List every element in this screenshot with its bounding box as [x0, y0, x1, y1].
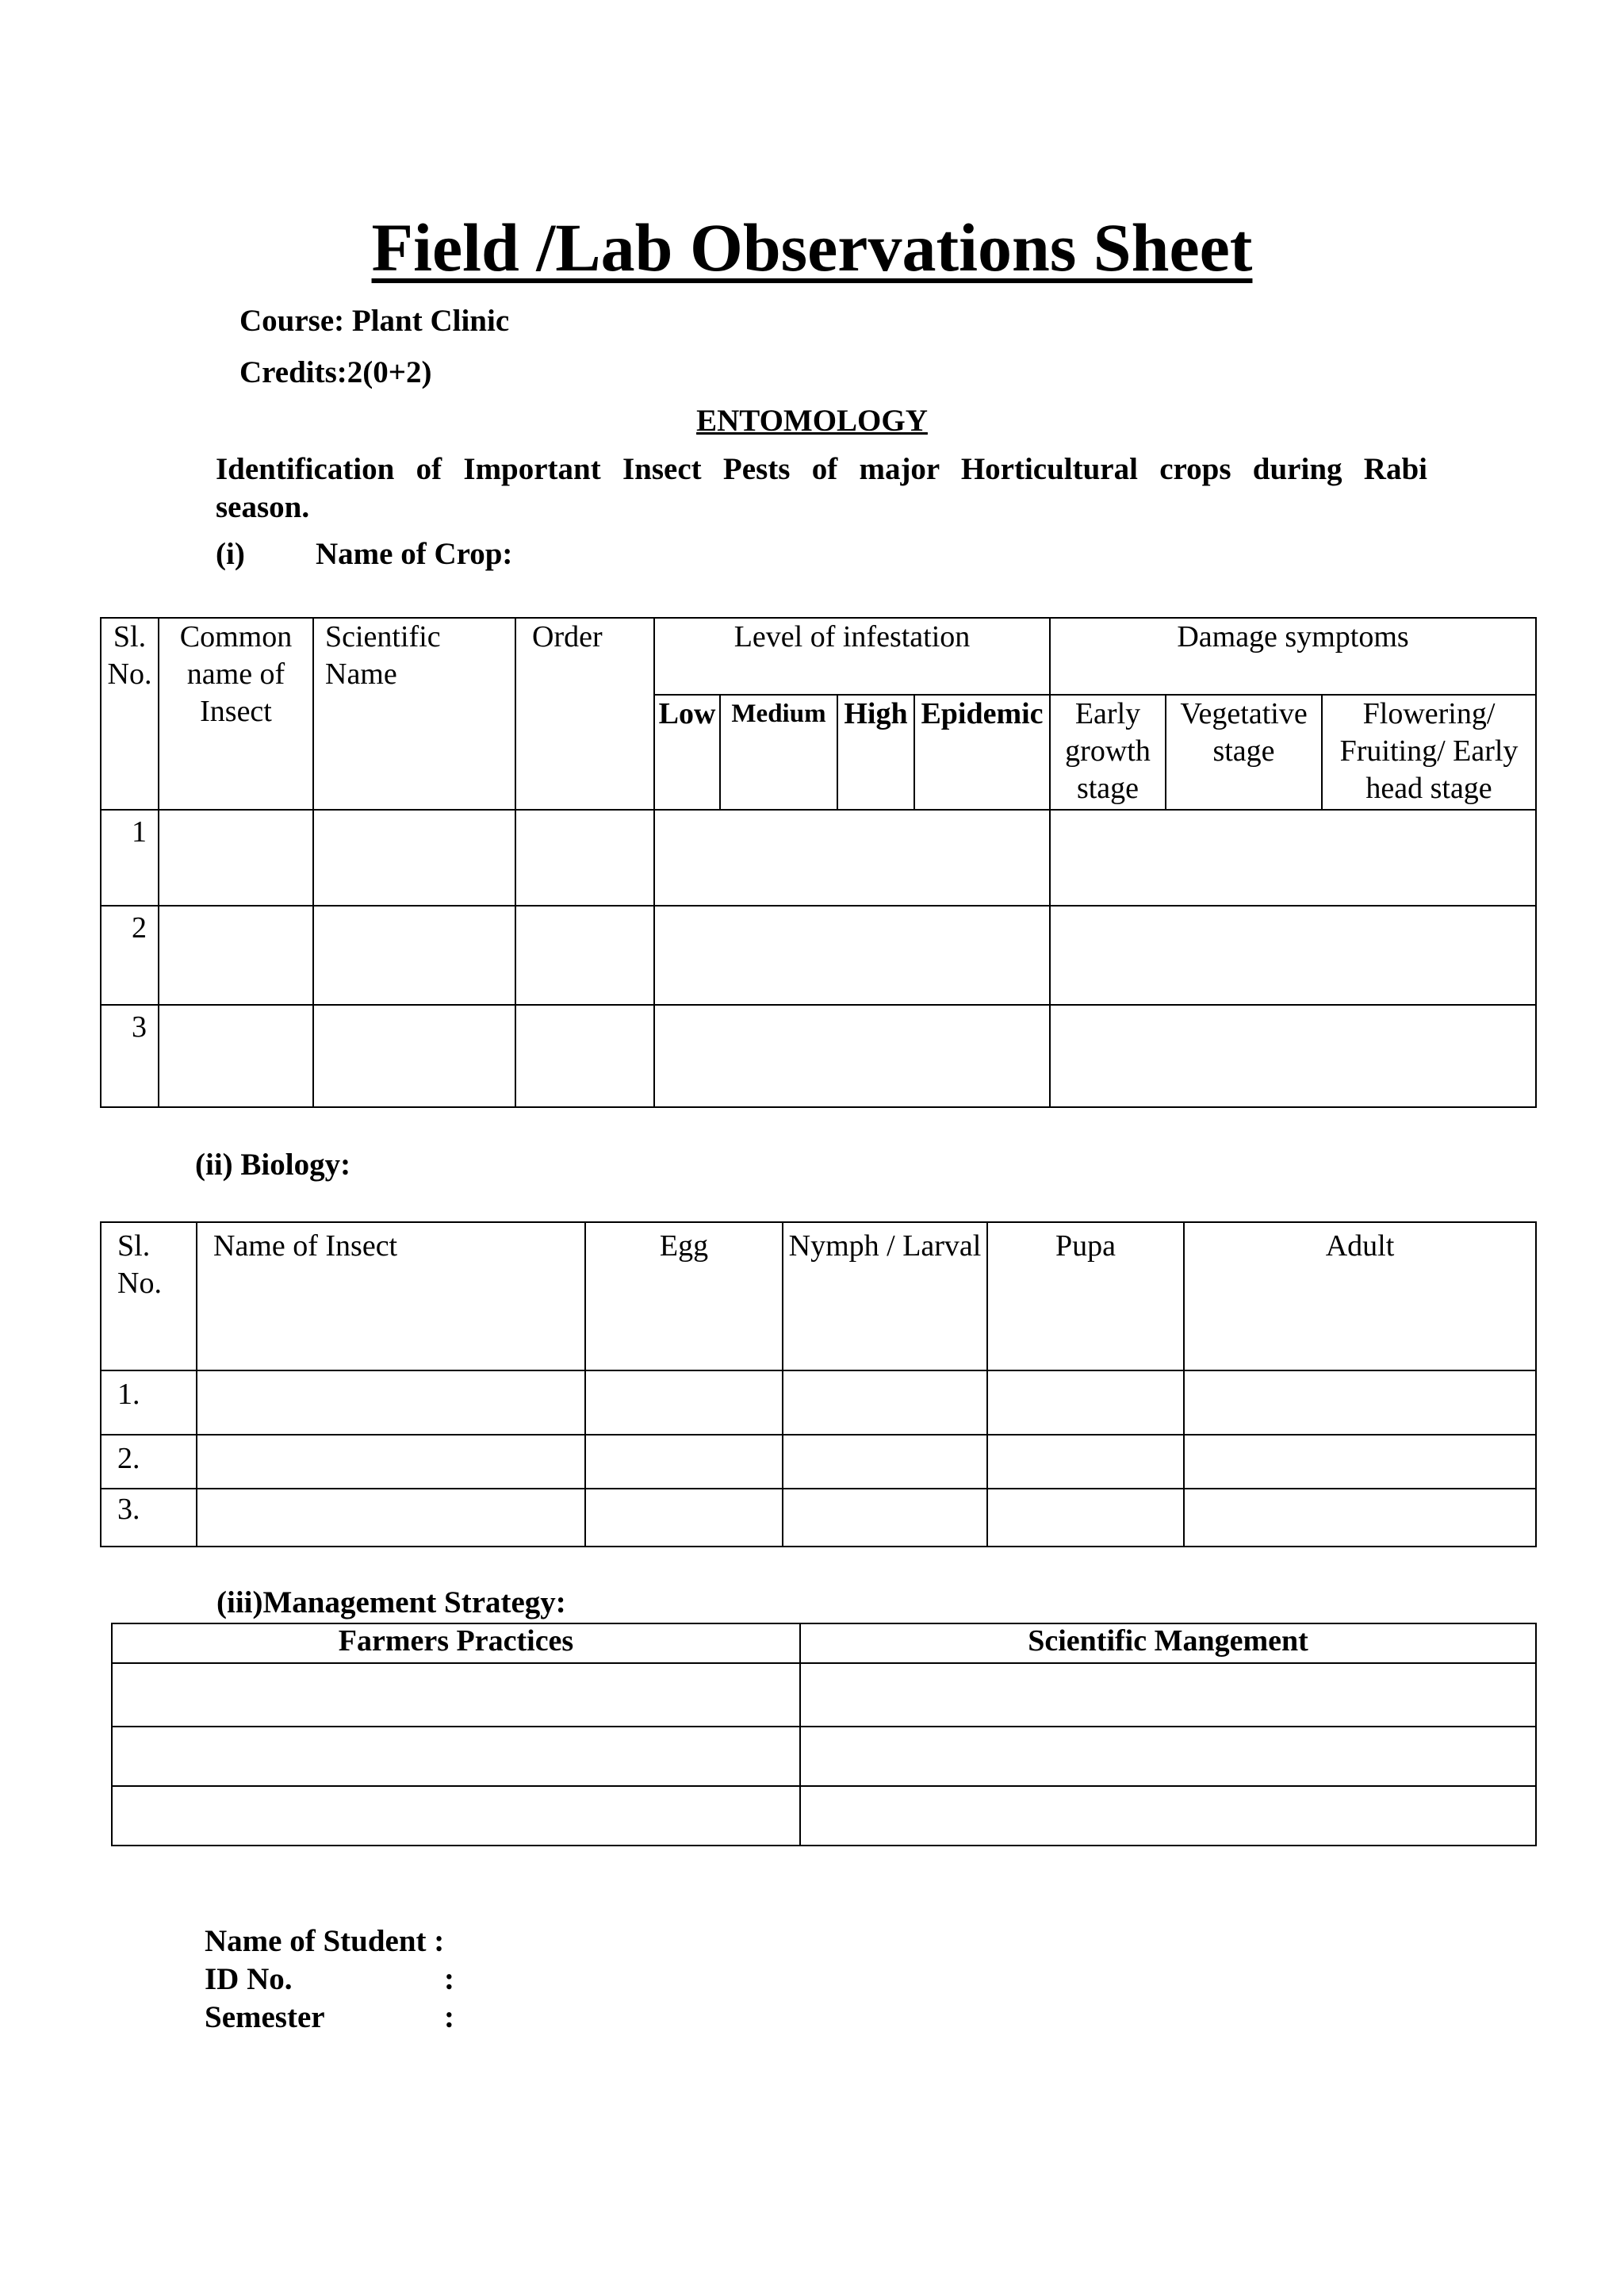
- header-common-name: Common name of Insect: [159, 618, 313, 810]
- infestation-cell[interactable]: [654, 1005, 1050, 1107]
- semester-colon: :: [444, 2000, 454, 2034]
- header-medium: Medium: [720, 695, 837, 810]
- farmers-practice-cell[interactable]: [112, 1727, 800, 1786]
- row-number: 2.: [101, 1435, 197, 1489]
- header-low: Low: [654, 695, 720, 810]
- table-row: [101, 1370, 1536, 1435]
- nymph-cell[interactable]: [783, 1435, 987, 1489]
- infestation-cell[interactable]: [654, 810, 1050, 906]
- nymph-cell[interactable]: [783, 1489, 987, 1547]
- common-name-cell[interactable]: [159, 1005, 313, 1107]
- farmers-practice-cell[interactable]: [112, 1786, 800, 1846]
- row-number: 1.: [101, 1370, 197, 1435]
- header-flowering-stage: Flowering/ Fruiting/ Early head stage: [1322, 695, 1536, 810]
- scientific-name-cell[interactable]: [313, 810, 515, 906]
- farmers-practice-cell[interactable]: [112, 1663, 800, 1727]
- damage-cell[interactable]: [1050, 1005, 1536, 1107]
- crop-label: Name of Crop:: [316, 537, 513, 571]
- header-order: Order: [515, 618, 654, 810]
- header-early-growth-stage: Early growth stage: [1050, 695, 1166, 810]
- scientific-management-cell[interactable]: [800, 1727, 1536, 1786]
- adult-cell[interactable]: [1184, 1435, 1536, 1489]
- order-cell[interactable]: [515, 1005, 654, 1107]
- header-nymph-larval: Nymph / Larval: [783, 1222, 987, 1370]
- semester-label: Semester: [205, 2000, 325, 2034]
- header-vegetative-stage: Vegetative stage: [1166, 695, 1322, 810]
- header-adult: Adult: [1184, 1222, 1536, 1370]
- infestation-cell[interactable]: [654, 906, 1050, 1005]
- header-damage-symptoms: Damage symptoms: [1050, 618, 1536, 695]
- scientific-name-cell[interactable]: [313, 906, 515, 1005]
- adult-cell[interactable]: [1184, 1370, 1536, 1435]
- topic-line-1: Identification of Important Insect Pests of major Horticultural crops during Rabi: [216, 452, 1427, 486]
- table-row: [112, 1786, 1536, 1846]
- damage-cell[interactable]: [1050, 810, 1536, 906]
- crop-label-number: (i): [216, 537, 245, 571]
- pupa-cell[interactable]: [987, 1435, 1184, 1489]
- scientific-name-cell[interactable]: [313, 1005, 515, 1107]
- header-epidemic: Epidemic: [914, 695, 1050, 810]
- course-label: Course: Plant Clinic: [239, 304, 510, 338]
- student-name-label: Name of Student :: [205, 1924, 445, 1958]
- biology-table: [100, 1221, 1537, 1547]
- table-row: [101, 1489, 1536, 1547]
- header-sl-no: Sl. No.: [101, 1222, 197, 1370]
- adult-cell[interactable]: [1184, 1489, 1536, 1547]
- pupa-cell[interactable]: [987, 1489, 1184, 1547]
- nymph-cell[interactable]: [783, 1370, 987, 1435]
- scientific-management-cell[interactable]: [800, 1663, 1536, 1727]
- egg-cell[interactable]: [585, 1489, 783, 1547]
- id-number-colon: :: [444, 1962, 454, 1996]
- order-cell[interactable]: [515, 906, 654, 1005]
- table-row: [101, 1005, 1536, 1107]
- header-level-of-infestation: Level of infestation: [654, 618, 1050, 695]
- row-number: 1: [101, 810, 159, 906]
- insect-name-cell[interactable]: [197, 1435, 585, 1489]
- topic-line-2: season.: [216, 490, 310, 524]
- header-scientific-name: Scientific Name: [313, 618, 515, 810]
- pest-identification-table: [100, 617, 1537, 1108]
- insect-name-cell[interactable]: [197, 1370, 585, 1435]
- table-row: [101, 1435, 1536, 1489]
- row-number: 3: [101, 1005, 159, 1107]
- table-row: [112, 1727, 1536, 1786]
- table-row: [112, 1663, 1536, 1727]
- biology-label: (ii) Biology:: [195, 1148, 351, 1182]
- header-name-of-insect: Name of Insect: [197, 1222, 585, 1370]
- management-label: (iii)Management Strategy:: [216, 1585, 566, 1619]
- egg-cell[interactable]: [585, 1370, 783, 1435]
- pupa-cell[interactable]: [987, 1370, 1184, 1435]
- id-number-label: ID No.: [205, 1962, 293, 1996]
- row-number: 3.: [101, 1489, 197, 1547]
- order-cell[interactable]: [515, 810, 654, 906]
- header-scientific-management: Scientific Mangement: [800, 1623, 1536, 1663]
- row-number: 2: [101, 906, 159, 1005]
- table-row: [101, 810, 1536, 906]
- management-table: [111, 1623, 1537, 1846]
- insect-name-cell[interactable]: [197, 1489, 585, 1547]
- table-row: [101, 906, 1536, 1005]
- header-pupa: Pupa: [987, 1222, 1184, 1370]
- header-farmers-practices: Farmers Practices: [112, 1623, 800, 1663]
- page-title: Field /Lab Observations Sheet: [371, 209, 1253, 286]
- common-name-cell[interactable]: [159, 906, 313, 1005]
- section-heading: ENTOMOLOGY: [696, 404, 928, 438]
- header-sl-no: Sl. No.: [101, 618, 159, 810]
- egg-cell[interactable]: [585, 1435, 783, 1489]
- damage-cell[interactable]: [1050, 906, 1536, 1005]
- header-egg: Egg: [585, 1222, 783, 1370]
- header-high: High: [837, 695, 914, 810]
- scientific-management-cell[interactable]: [800, 1786, 1536, 1846]
- common-name-cell[interactable]: [159, 810, 313, 906]
- credits-label: Credits:2(0+2): [239, 355, 432, 389]
